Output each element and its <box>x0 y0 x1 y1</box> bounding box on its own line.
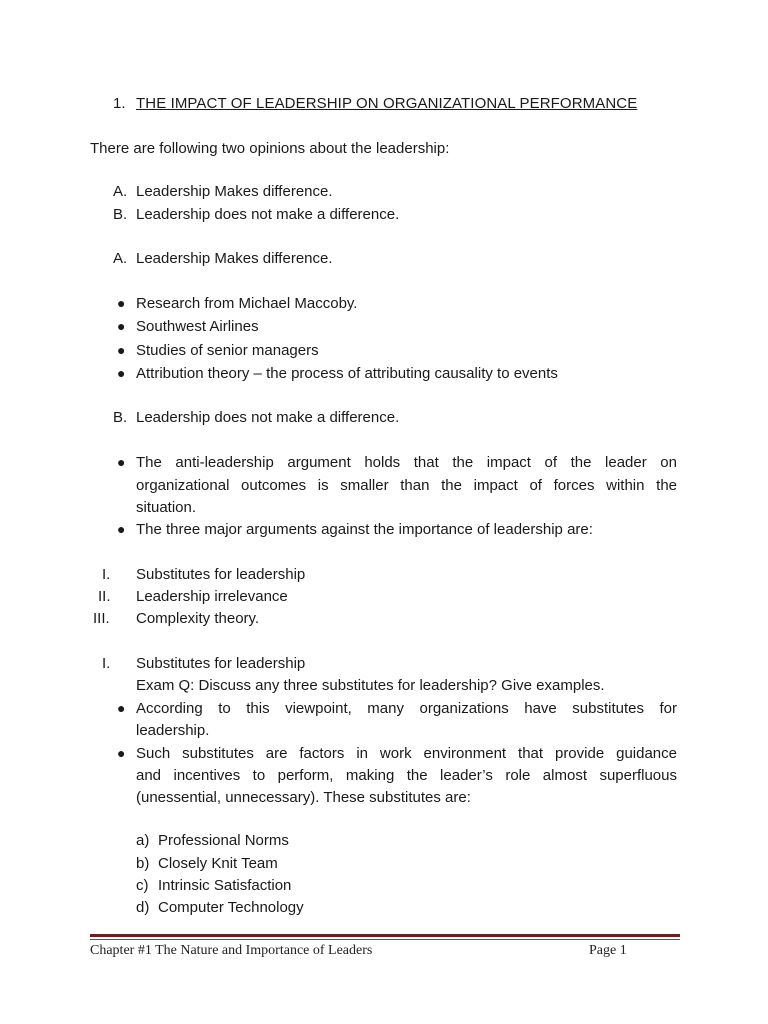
paragraph-line: leadership. <box>136 722 210 739</box>
section-b-marker: B. <box>113 409 128 426</box>
section-a-title: Leadership Makes difference. <box>136 250 333 267</box>
item-marker: c) <box>136 877 149 894</box>
paragraph-line: situation. <box>136 499 197 516</box>
page-title: THE IMPACT OF LEADERSHIP ON ORGANIZATIONAL PERFORMANCE <box>136 95 638 112</box>
list-item: Professional Norms <box>158 832 289 849</box>
bullet-icon: ● <box>117 745 126 761</box>
section-a-marker: A. <box>113 250 128 267</box>
paragraph-line: According to this viewpoint, many organizations have substitutes for <box>136 700 677 717</box>
paragraph-line: Such substitutes are factors in work environment that provide guidance <box>136 745 677 762</box>
list-item: Complexity theory. <box>136 610 260 627</box>
list-item: The three major arguments against the importance of leadership are: <box>136 521 593 538</box>
bullet-icon: ● <box>117 521 126 537</box>
roman-marker: I. <box>102 655 111 672</box>
footer-rule <box>90 939 680 940</box>
roman-marker: I. <box>102 566 111 583</box>
section-title: Substitutes for leadership <box>136 655 306 672</box>
bullet-icon: ● <box>117 365 126 381</box>
heading-number: 1. <box>113 95 126 112</box>
paragraph-line: and incentives to perform, making the leader’s role almost superfluous <box>136 767 677 784</box>
footer-page-number: Page 1 <box>589 943 627 958</box>
opinion-item: Leadership Makes difference. <box>136 183 333 200</box>
list-item: Closely Knit Team <box>158 855 278 872</box>
list-item: Southwest Airlines <box>136 318 259 335</box>
list-item: Attribution theory – the process of attributing causality to events <box>136 365 558 382</box>
paragraph-line: (unessential, unnecessary). These substitutes are: <box>136 789 471 806</box>
bullet-icon: ● <box>117 295 126 311</box>
bullet-icon: ● <box>117 454 126 470</box>
intro-text: There are following two opinions about the leadership: <box>90 140 450 157</box>
paragraph-line: organizational outcomes is smaller than the impact of forces within the <box>136 477 677 494</box>
bullet-icon: ● <box>117 342 126 358</box>
list-item: Computer Technology <box>158 899 304 916</box>
item-marker: b) <box>136 855 150 872</box>
list-item: Intrinsic Satisfaction <box>158 877 292 894</box>
item-marker: a) <box>136 832 150 849</box>
list-item: Leadership irrelevance <box>136 588 288 605</box>
paragraph-line: The anti-leadership argument holds that the impact of the leader on <box>136 454 677 471</box>
list-item: Studies of senior managers <box>136 342 319 359</box>
footer-rule <box>90 934 680 937</box>
roman-marker: III. <box>93 610 110 627</box>
opinion-marker: A. <box>113 183 128 200</box>
list-item: Research from Michael Maccoby. <box>136 295 358 312</box>
roman-marker: II. <box>98 588 111 605</box>
item-marker: d) <box>136 899 150 916</box>
opinion-item: Leadership does not make a difference. <box>136 206 400 223</box>
section-b-title: Leadership does not make a difference. <box>136 409 400 426</box>
bullet-icon: ● <box>117 700 126 716</box>
exam-question: Exam Q: Discuss any three substitutes for leadership? Give examples. <box>136 677 605 694</box>
opinion-marker: B. <box>113 206 128 223</box>
list-item: Substitutes for leadership <box>136 566 306 583</box>
footer-chapter: Chapter #1 The Nature and Importance of Leaders <box>90 943 373 958</box>
bullet-icon: ● <box>117 318 126 334</box>
